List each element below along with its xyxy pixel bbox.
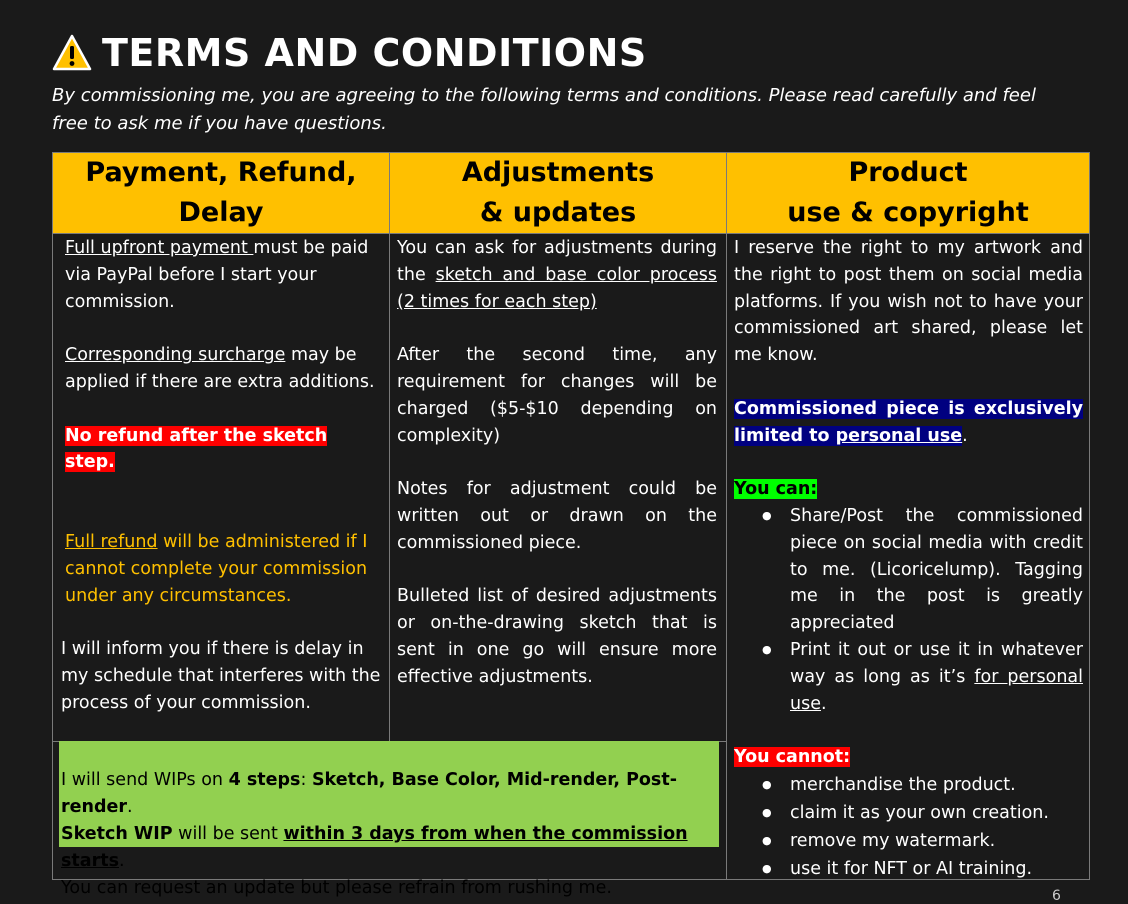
list-item — [734, 637, 1083, 717]
can-2-underlined: for personal use — [790, 666, 1083, 714]
header-product-line2: use & copyright — [787, 197, 1029, 228]
wip-l1-text: I will send WIPs on — [61, 770, 229, 790]
header-payment — [53, 153, 389, 233]
adjust-para-4: Bulleted list of desired adjustments or on-the-drawing sketch that is sent in one go will ensure more effective adjustments. — [397, 586, 717, 687]
header-divider — [53, 233, 1089, 234]
wip-l1-colon: : — [300, 770, 312, 790]
no-refund-highlight: No refund after the sketch step. — [65, 425, 328, 473]
payment-p1-text: must be paid via PayPal before I start your commission. — [65, 238, 369, 312]
wip-l2-end: . — [119, 851, 125, 871]
wip-l1-step-list: Sketch, Base Color, Mid-render, Post- render — [61, 770, 677, 817]
header-payment-line1: Payment, Refund, — [85, 157, 357, 188]
product-para-1: I reserve the right to my artwork and the right to post them on social media platforms. If you wish not to have your commissioned art shared, please let me know. — [734, 238, 1083, 366]
header-adjustments — [390, 153, 726, 233]
you-cannot-label-row — [734, 744, 1083, 771]
you-can-label-row — [734, 476, 1083, 503]
list-item: ● remove my watermark. — [734, 827, 1083, 855]
payment-p4-text: will be administered if I cannot complete your commission under any circumstances. — [65, 532, 368, 606]
payment-p1-underlined: Full upfront payment — [65, 238, 254, 258]
list-item: ● Share/Post the commissioned piece on social media with credit to me. (Licoricelump). Tagging me in the post is greatly appreciated — [734, 503, 1083, 637]
can-2-end: . — [820, 693, 827, 714]
warning-icon — [52, 33, 92, 73]
adjust-para-1 — [397, 235, 717, 315]
you-can-list — [734, 503, 1083, 717]
page-title: TERMS AND CONDITIONS — [102, 31, 647, 75]
product-para-2 — [734, 396, 1083, 450]
can-2-text: Print it out or use it in whatever way as long as it’s — [790, 639, 1083, 687]
wip-l1-steps: 4 steps — [228, 770, 301, 790]
payment-para-2 — [65, 342, 381, 396]
adjust-p1-text: You can ask for adjustments during the — [397, 238, 717, 285]
wip-line-2 — [61, 821, 719, 875]
header-product-line1: Product — [848, 157, 968, 188]
header-product — [727, 153, 1089, 233]
you-cannot-label: You cannot: — [734, 747, 851, 768]
product-p2-end: . — [962, 425, 968, 446]
payment-para-4 — [65, 529, 381, 609]
header-payment-line2: Delay — [178, 197, 264, 228]
wip-l1-end: . — [126, 797, 133, 817]
product-p2-underlined: personal use — [835, 425, 963, 446]
payment-p2-underlined: Corresponding surcharge — [65, 345, 286, 366]
header-adjustments-line2: & updates — [479, 197, 637, 228]
col-divider-2 — [726, 153, 727, 879]
payment-cell — [61, 235, 381, 717]
page-number: 6 — [1052, 888, 1061, 904]
adjust-para-2: After the second time, any requirement for changes will be charged ($5-$10 depending on complexity) — [397, 345, 717, 446]
adjustments-cell — [397, 235, 717, 691]
title-row — [52, 30, 647, 76]
wip-line-1 — [61, 767, 719, 821]
list-item: ● claim it as your own creation. — [734, 799, 1083, 827]
payment-para-3 — [65, 423, 381, 477]
wip-l2-text: will be sent — [172, 824, 284, 844]
payment-p4-underlined: Full refund — [65, 532, 158, 553]
wip-notice — [59, 741, 719, 898]
header-adjustments-line1: Adjustments — [461, 157, 655, 188]
terms-table — [52, 152, 1090, 898]
adjust-p1-underlined: sketch and base color process (2 times for each step) — [397, 264, 717, 312]
list-item: ● merchandise the product. — [734, 771, 1083, 799]
payment-para-1 — [65, 235, 381, 315]
you-cannot-list — [734, 771, 1083, 883]
personal-use-highlight — [734, 399, 1083, 446]
col-divider-1 — [389, 153, 390, 741]
adjust-para-3: Notes for adjustment could be written out or drawn on the commissioned piece. — [397, 479, 717, 553]
you-can-label: You can: — [734, 479, 818, 500]
product-p2-text: Commissioned piece is exclusively limited to — [734, 398, 1083, 446]
payment-para-5: I will inform you if there is delay in my schedule that interferes with the process of your commission. — [61, 639, 381, 713]
product-cell — [734, 235, 1083, 883]
wip-l2-deadline: within 3 days from when the commission starts — [61, 824, 688, 871]
wip-line-3: You can request an update but please refrain from rushing me. — [61, 878, 612, 898]
list-item: ● use it for NFT or AI training. — [734, 855, 1083, 883]
intro-text: By commissioning me, you are agreeing to the following terms and conditions. Please read carefully and feel free to ask me if you have questions. — [52, 85, 1036, 134]
payment-p2-text: may be applied if there are extra additions. — [65, 345, 375, 392]
wip-l2-bold: Sketch WIP — [61, 824, 173, 844]
